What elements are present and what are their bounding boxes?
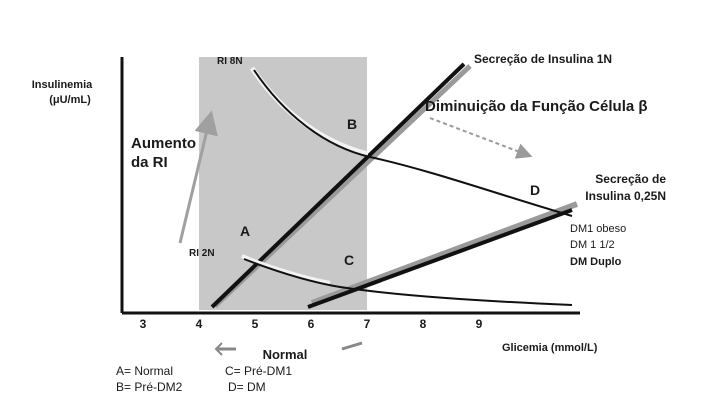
legend-a: A= Normal: [116, 364, 174, 378]
normal-bracket-right: [342, 343, 362, 349]
beta-decrease-label: Diminuição da Função Célula β: [425, 98, 648, 115]
x-tick-label: 5: [251, 317, 259, 331]
legend-c: C= Pré-DM1: [225, 364, 293, 378]
point-c-label: C: [344, 252, 355, 268]
x-tick-label: 6: [307, 317, 315, 331]
x-tick-label: 8: [419, 317, 427, 331]
secretion-1n-label: Secreção de Insulina 1N: [474, 52, 613, 66]
y-axis-label-line2: (μU/mL): [49, 94, 91, 106]
dm1-obeso-label: DM1 obeso: [570, 223, 627, 235]
secretion-025n-label-line1: Secreção de: [595, 172, 666, 186]
x-tick-label: 7: [363, 317, 371, 331]
secretion-025n-label-line2: Insulina 0,25N: [585, 189, 666, 203]
x-axis-label: Glicemia (mmol/L): [502, 342, 598, 354]
normal-label: Normal: [262, 347, 308, 362]
point-a-label: A: [240, 223, 251, 239]
ri-increase-label-line2: da RI: [131, 154, 168, 171]
x-tick-label: 4: [195, 317, 203, 331]
ri-increase-label-line1: Aumento: [131, 135, 196, 152]
legend-b: B= Pré-DM2: [116, 380, 183, 394]
x-tick-label: 9: [475, 317, 483, 331]
ri-2n-label: RI 2N: [189, 248, 215, 259]
legend-d: D= DM: [228, 380, 266, 394]
point-b-label: B: [347, 116, 358, 132]
x-tick-label: 3: [139, 317, 147, 331]
dm-1-half-label: DM 1 1/2: [570, 239, 615, 251]
dm-duplo-label: DM Duplo: [570, 256, 622, 268]
y-axis-label-line1: Insulinemia: [31, 79, 93, 91]
beta-decrease-arrow: [430, 118, 525, 154]
x-tick-labels: [140, 317, 483, 331]
point-d-label: D: [530, 182, 541, 198]
ri-8n-label: RI 8N: [217, 56, 243, 67]
